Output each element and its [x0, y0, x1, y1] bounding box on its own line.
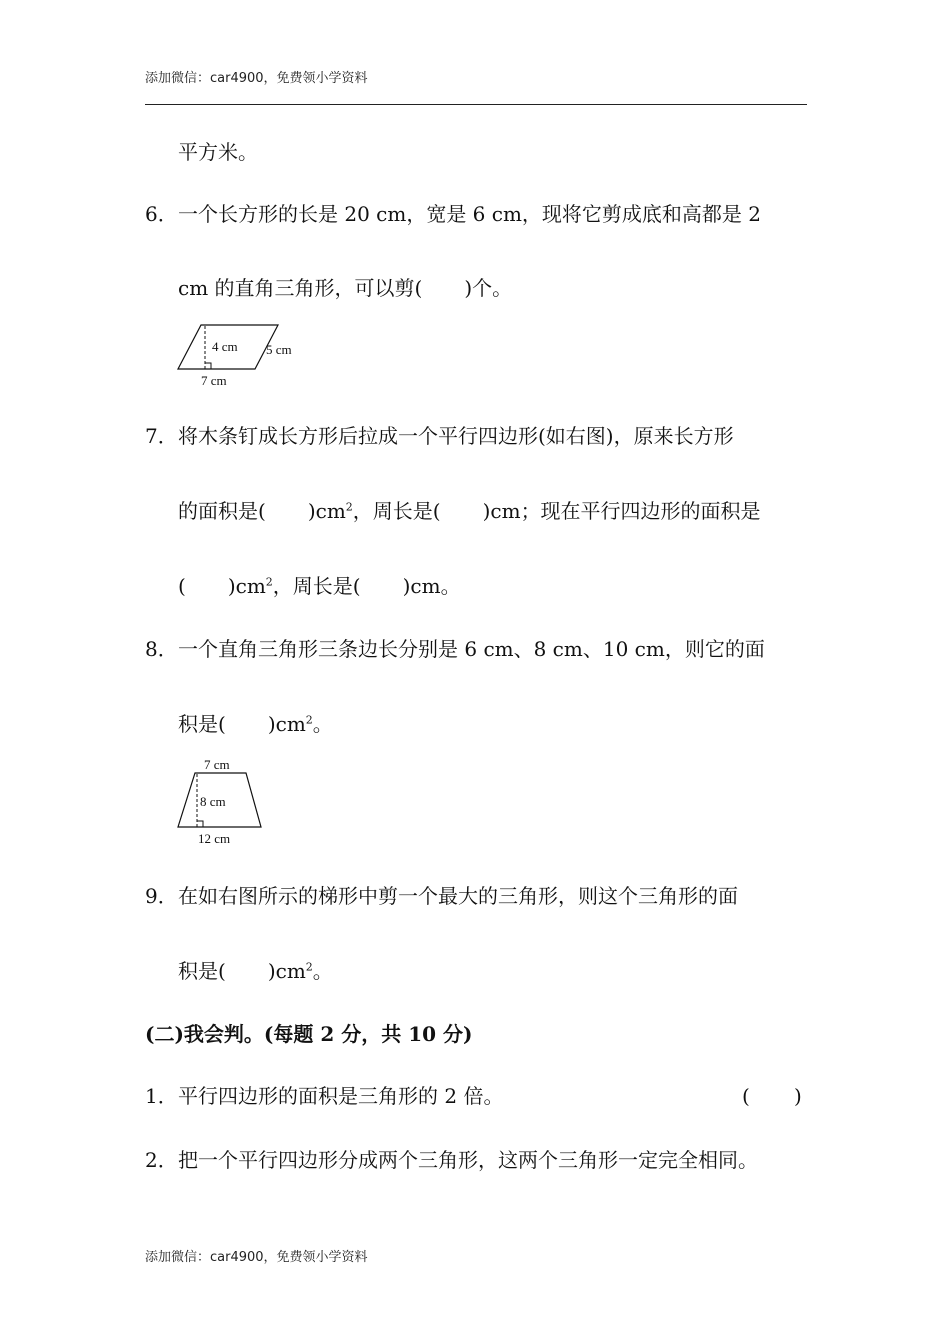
parallelogram-side-label: 5 cm — [266, 342, 292, 357]
section-2-title: (二)我会判。(每题 2 分，共 10 分) — [145, 1022, 473, 1046]
q8-text-b: )cm — [267, 712, 306, 736]
q7-l3-text-c: ，周长是( — [272, 574, 361, 598]
q7-l2-text-b: )cm — [307, 499, 346, 523]
q7-l2-text-a: 的面积是( — [178, 499, 266, 523]
q7-line1: 将木条钉成长方形后拉成一个平行四边形(如右图)，原来长方形 — [178, 424, 734, 448]
q8-text-a: 积是( — [178, 712, 226, 736]
q7-line2 — [178, 499, 761, 523]
q8-text-c: 。 — [312, 712, 333, 736]
q7-l3-text-d: )cm。 — [402, 574, 461, 598]
q7-l3-text-b: )cm — [227, 574, 266, 598]
q6-line2 — [178, 276, 512, 300]
q8-line1: 一个直角三角形三条边长分别是 6 cm、8 cm、10 cm，则它的面 — [178, 637, 765, 661]
q7-l3-square: 2 — [265, 575, 273, 589]
parallelogram-height-label: 4 cm — [212, 339, 238, 354]
j1-answer-bracket-left: ( — [742, 1084, 750, 1108]
q9-square: 2 — [305, 960, 313, 974]
j2-text: 把一个平行四边形分成两个三角形，这两个三角形一定完全相同。 — [178, 1148, 758, 1172]
parallelogram-figure — [170, 318, 310, 390]
q7-l2-text-d: )cm；现在平行四边形的面积是 — [482, 499, 761, 523]
q8-number: 8． — [145, 637, 178, 661]
page-header: 添加微信：car4900，免费领小学资料 — [145, 71, 368, 86]
parallelogram-base-label: 7 cm — [201, 373, 227, 388]
q8-line2 — [178, 712, 333, 736]
q7-l3-text-a: ( — [178, 574, 186, 598]
q9-number: 9． — [145, 884, 178, 908]
q6-text-a: cm 的直角三角形，可以剪( — [178, 276, 423, 300]
j1-answer-box[interactable] — [752, 1084, 792, 1108]
trapezoid-height-label: 8 cm — [200, 794, 226, 809]
trapezoid-right-angle-mark — [197, 821, 203, 827]
q9-text-b: )cm — [267, 959, 306, 983]
q7-l2-square: 2 — [345, 500, 353, 514]
q6-text-b: )个。 — [464, 276, 513, 300]
q7-number: 7． — [145, 424, 178, 448]
right-angle-mark — [205, 363, 211, 369]
j1-answer-bracket-right: ) — [794, 1084, 802, 1108]
j2-number: 2． — [145, 1148, 178, 1172]
trapezoid-figure — [170, 755, 270, 847]
trapezoid-top-label: 7 cm — [204, 757, 230, 772]
q5-tail: 平方米。 — [178, 140, 258, 164]
q7-line3 — [178, 574, 461, 598]
j1-text: 平行四边形的面积是三角形的 2 倍。 — [178, 1084, 504, 1108]
q9-line2 — [178, 959, 333, 983]
q7-l2-text-c: ，周长是( — [352, 499, 441, 523]
j1-number: 1． — [145, 1084, 178, 1108]
q9-text-a: 积是( — [178, 959, 226, 983]
page-footer: 添加微信：car4900，免费领小学资料 — [145, 1250, 368, 1265]
q9-text-c: 。 — [312, 959, 333, 983]
q9-line1: 在如右图所示的梯形中剪一个最大的三角形，则这个三角形的面 — [178, 884, 738, 908]
q6-line1: 一个长方形的长是 20 cm，宽是 6 cm，现将它剪成底和高都是 2 — [178, 202, 762, 226]
trapezoid-base-label: 12 cm — [198, 831, 231, 846]
q8-square: 2 — [305, 713, 313, 727]
q6-number: 6． — [145, 202, 178, 226]
header-divider — [145, 104, 807, 105]
